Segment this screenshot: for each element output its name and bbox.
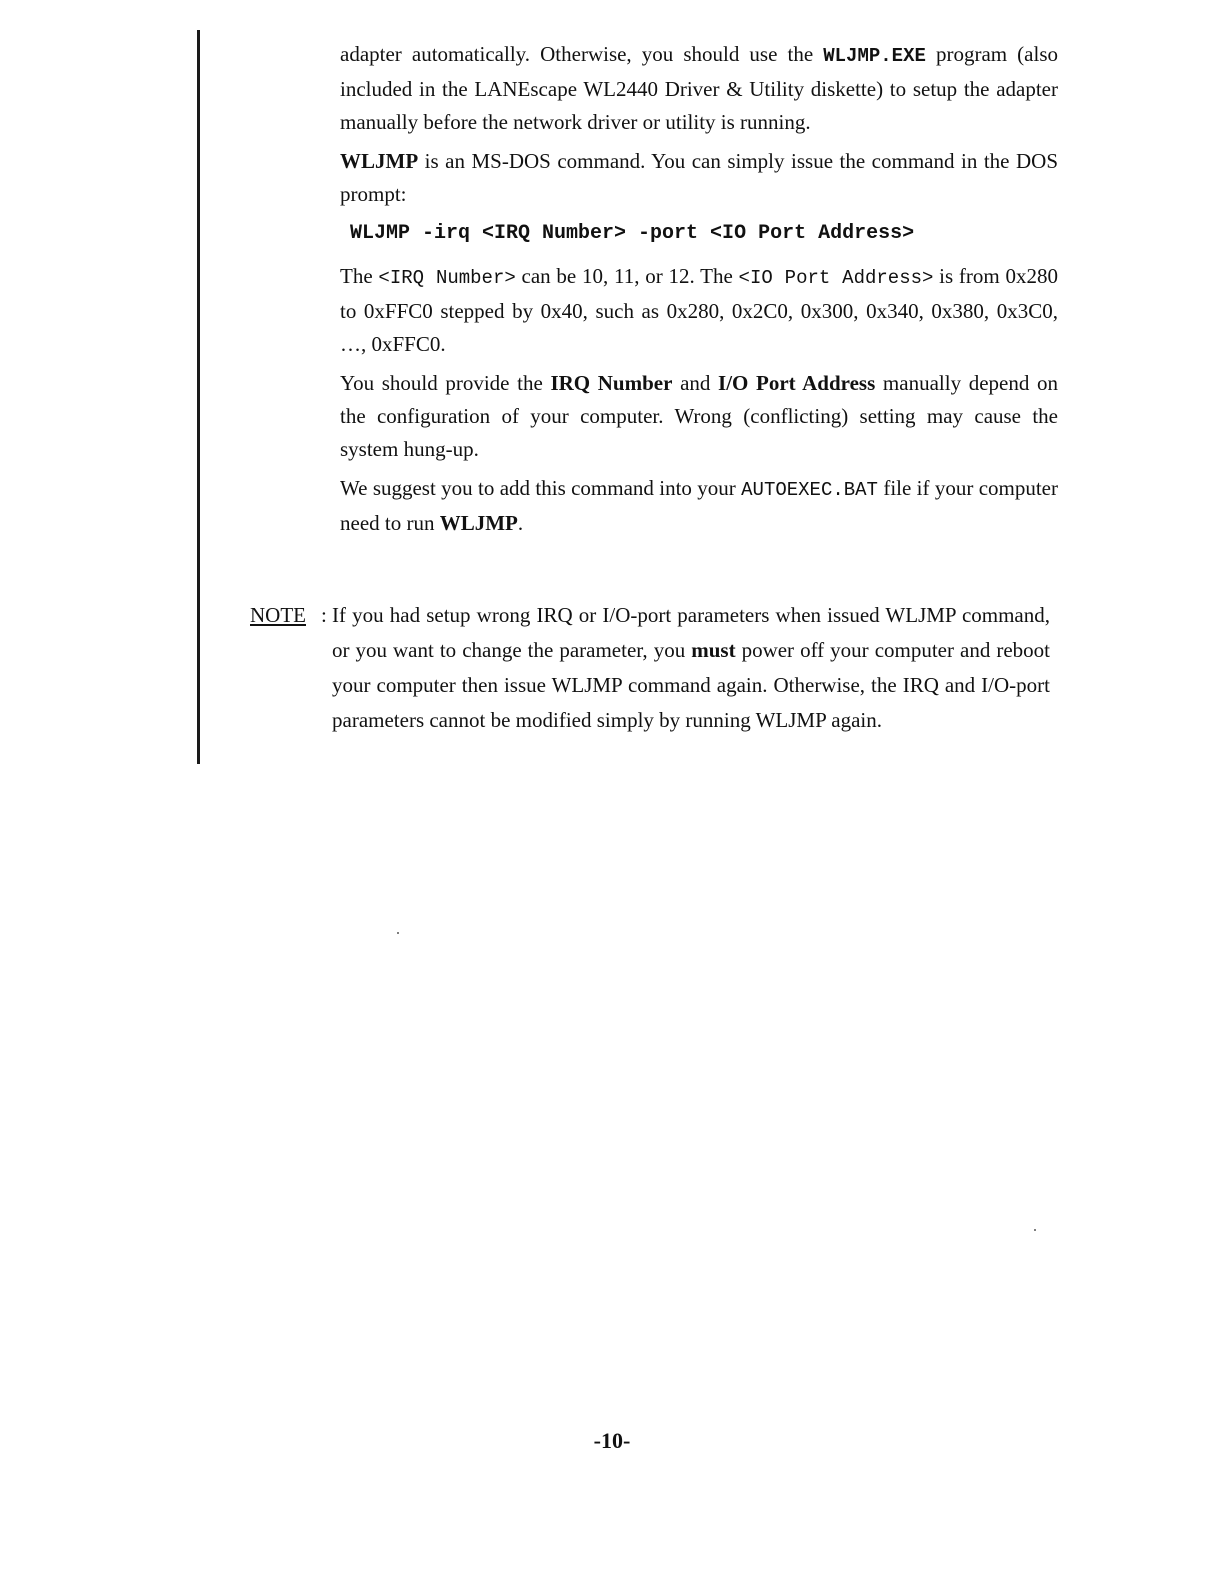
irq-placeholder: <IRQ Number>	[378, 267, 516, 289]
emphasis-must: must	[691, 638, 736, 662]
text-run: adapter automatically. Otherwise, you should use the	[340, 42, 824, 66]
note-text	[332, 598, 1050, 738]
scan-speck	[1034, 1229, 1036, 1231]
text-run: program (also included in the LANEscape WL2440 Driver & Utility diskette) to setup the adapter manually before the network driver or utility is running.	[340, 42, 1058, 134]
change-bar	[197, 30, 200, 764]
paragraph-autoexec	[340, 472, 1058, 540]
paragraph-parameter-values	[340, 260, 1058, 361]
command-syntax: WLJMP -irq <IRQ Number> -port <IO Port Address>	[350, 222, 915, 245]
text-run: power off your computer and reboot your computer then issue WLJMP command again. Otherwise, the IRQ and I/O-port parameters cannot be modified simply by running WLJMP again.	[332, 638, 1050, 732]
scan-speck	[397, 932, 399, 934]
text-run: We suggest you to add this command into your	[340, 476, 742, 500]
filename-wljmp-exe: WLJMP.EXE	[823, 45, 926, 67]
note-colon: :	[321, 603, 327, 627]
paragraph-wljmp-intro	[340, 38, 1058, 139]
body-text	[340, 38, 1058, 540]
paragraph-msdos-command	[340, 145, 1058, 211]
text-run: The	[340, 264, 379, 288]
text-run: and	[672, 371, 719, 395]
text-run: manually depend on the configuration of your computer. Wrong (conflicting) setting may cause the system hung-up.	[340, 371, 1058, 461]
paragraph-provide-manually	[340, 367, 1058, 466]
note-label: NOTE	[250, 603, 306, 627]
page-number: -10-	[593, 1428, 631, 1453]
text-run: can be 10, 11, or 12. The	[515, 264, 739, 288]
text-run: You should provide the	[340, 371, 551, 395]
text-run: is from 0x280 to 0xFFC0 stepped by 0x40, such as 0x280, 0x2C0, 0x300, 0x340, 0x380, 0x3C0, …, 0xFFC0.	[340, 264, 1059, 356]
command-name: WLJMP	[340, 149, 419, 173]
text-run: If you had setup wrong IRQ or I/O-port parameters when issued WLJMP command, or you want to change the parameter, you	[332, 603, 1050, 662]
command-name: WLJMP	[439, 511, 518, 535]
irq-number-term: IRQ Number	[550, 371, 673, 395]
text-run: .	[517, 511, 524, 535]
text-run: is an MS-DOS command. You can simply issue the command in the DOS prompt:	[340, 149, 1058, 206]
filename-autoexec-bat: AUTOEXEC.BAT	[741, 479, 878, 501]
io-port-address-term: I/O Port Address	[718, 371, 876, 395]
port-placeholder: <IO Port Address>	[738, 267, 934, 289]
text-run: file if your computer need to run	[340, 476, 1058, 535]
